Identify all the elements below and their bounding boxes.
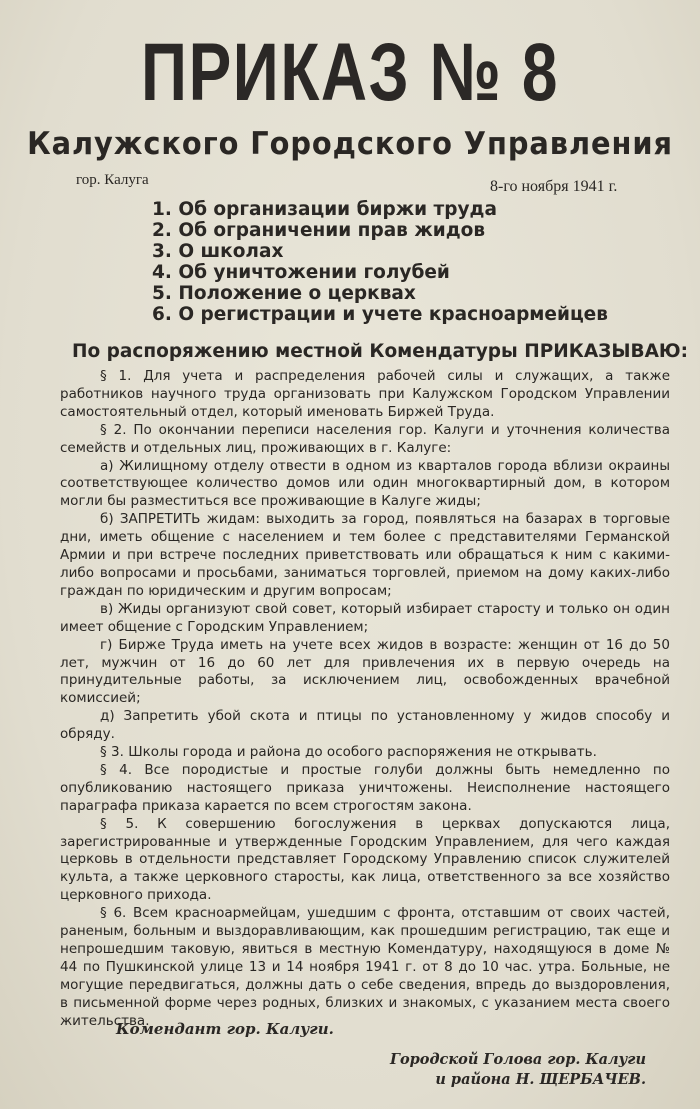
paragraph-2: § 2. По окончании переписи населения гор. Калуги и уточнения количества семейств и отдельных лиц, проживающих в г. Калуге: bbox=[60, 421, 670, 456]
paragraph-6: § 6. Всем красноармейцам, ушедшим с фронта, отставшим от своих частей, раненым, больным и выздоравливающим, как прошедшим регистрацию, так еще и непрошедшим таковую, явиться в местную Комендатуру, находящуюся в доме № 44 по Пушкинской улице 13 и 14 ноября 1941 г. от 8 до 10 час. утра. Больные, не могущие передвигаться, должны дать о себе сведения, впредь до выздоровления, в письменной форме через родных, близких и знакомых, с указанием места своего жительства. bbox=[60, 905, 670, 1029]
agenda-item: 1. Об организации биржи труда bbox=[152, 199, 497, 220]
commandant-signature: Комендант гор. Калуги. bbox=[116, 1020, 334, 1038]
place-label: гор. Калуга bbox=[76, 172, 149, 188]
agenda-item: 5. Положение о церквах bbox=[152, 283, 416, 304]
date-label: 8-го ноября 1941 г. bbox=[490, 178, 618, 195]
agenda-item: 2. Об ограничении прав жидов bbox=[152, 220, 486, 241]
order-heading: По распоряжению местной Комендатуры ПРИКАЗЫВАЮ: bbox=[72, 341, 689, 362]
paragraph-1: § 1. Для учета и распределения рабочей силы и служащих, а также работников научного труда организовать при Калужском Городском Управлении самостоятельный отдел, который именовать Биржей Труда. bbox=[60, 368, 670, 420]
order-body bbox=[60, 368, 670, 1031]
paragraph-2c: в) Жиды организуют свой совет, который избирает старосту и только он один имеет общение с Городским Управлением; bbox=[60, 600, 670, 635]
paragraph-2a: а) Жилищному отделу отвести в одном из кварталов города вблизи окраины соответствующее количество домов или один многоквартирный дом, в котором могли бы разместиться все проживающие в Калуге жиды; bbox=[60, 457, 670, 510]
paragraph-3: § 3. Школы города и района до особого распоряжения не открывать. bbox=[100, 744, 597, 761]
mayor-signature bbox=[296, 1050, 646, 1090]
mayor-signature-line: и района Н. ЩЕРБАЧЕВ. bbox=[435, 1071, 646, 1088]
agenda-item: 6. О регистрации и учете красноармейцев bbox=[152, 304, 608, 325]
paragraph-5: § 5. К совершению богослужения в церквах допускаются лица, зарегистрированные и утвержденные Городским Управлением, для чего каждая церковь в отдельности представляет Городскому Управлению список служителей культа, а также церковного старосты, как лица, ответственного за все хозяйство церковного прихода. bbox=[60, 815, 670, 904]
issuer-subtitle: Калужского Городского Управления bbox=[27, 126, 673, 162]
paragraph-2e: д) Запретить убой скота и птицы по установленному у жидов способу и обряду. bbox=[60, 708, 670, 743]
mayor-signature-line: Городской Голова гор. Калуги bbox=[389, 1051, 646, 1068]
paragraph-2d: г) Бирже Труда иметь на учете всех жидов в возрасте: женщин от 16 до 50 лет, мужчин от 16 до 60 лет для привлечения их в первую очередь на принудительные работы, за исключением лиц, освобожденных врачебной комиссией; bbox=[60, 636, 670, 707]
paragraph-4: § 4. Все породистые и простые голуби должны быть немедленно по опубликованию настоящего приказа уничтожены. Неисполнение настоящего параграфа приказа карается по всем строгостям закона. bbox=[60, 761, 670, 814]
agenda-item: 4. Об уничтожении голубей bbox=[152, 262, 450, 283]
paragraph-2b: б) ЗАПРЕТИТЬ жидам: выходить за город, появляться на базарах в торговые дни, иметь общение с населением и тем более с представителями Германской Армии и при встрече последних приветствовать или обращаться к ним с какими-либо вопросами и просьбами, заниматься торговлей, приемом на дому каких-либо граждан по юридическим и другим вопросам; bbox=[60, 511, 670, 599]
agenda-item: 3. О школах bbox=[152, 241, 284, 262]
order-title: ПРИКАЗ № 8 bbox=[141, 27, 559, 118]
agenda-list bbox=[152, 199, 608, 325]
